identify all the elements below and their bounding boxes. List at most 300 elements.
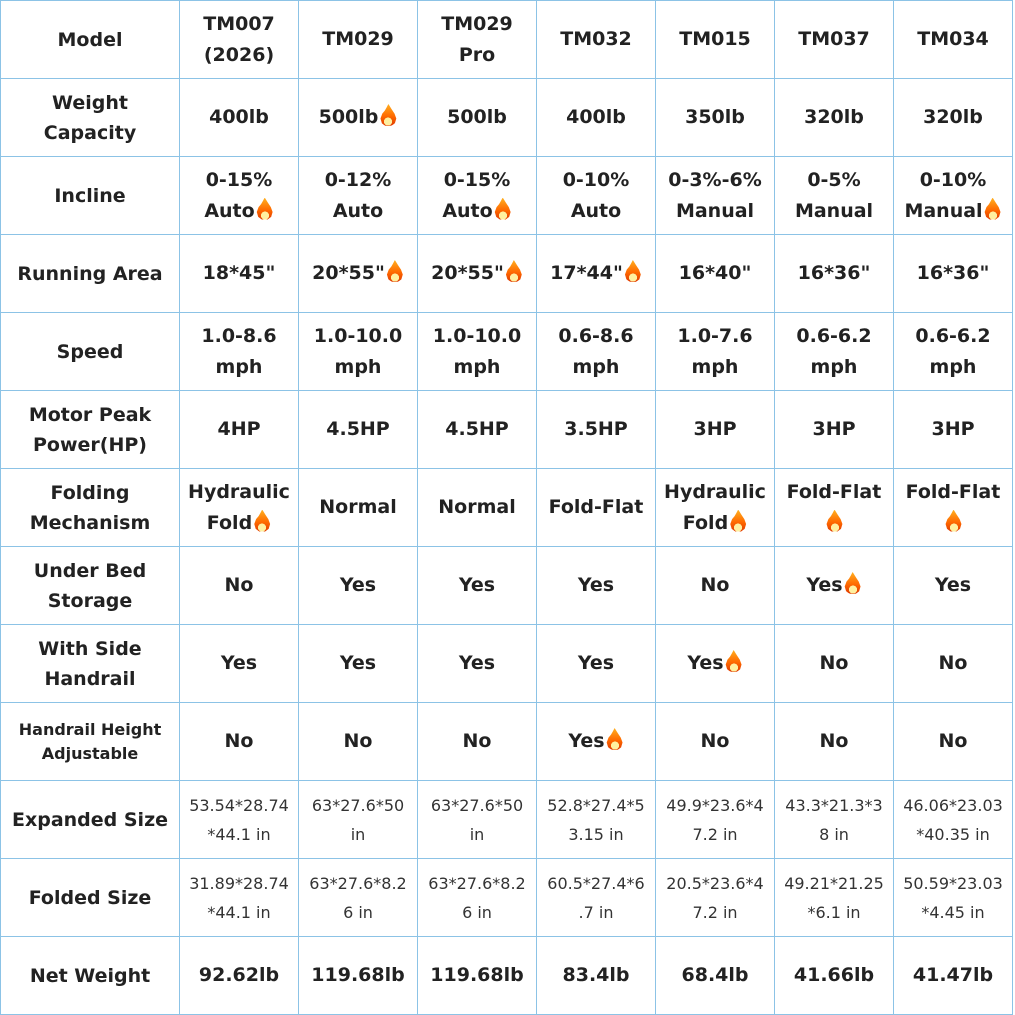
cell-text	[181, 570, 297, 601]
cell-tm015	[656, 625, 775, 703]
cell-value: 53.54*28.74	[189, 795, 289, 815]
cell-text	[181, 726, 297, 757]
cell-value: 7.2 in	[692, 902, 738, 922]
cell-value: 7.2 in	[692, 824, 738, 844]
cell-tm032	[537, 1, 656, 79]
cell-text	[181, 477, 297, 508]
row-label-text: Model	[57, 28, 123, 51]
cell-tm029	[299, 547, 418, 625]
cell-text	[895, 570, 1011, 601]
cell-tm032	[537, 469, 656, 547]
cell-text	[300, 570, 416, 601]
cell-text	[300, 24, 416, 55]
cell-text	[776, 414, 892, 445]
cell-value: 63*27.6*50	[311, 795, 405, 815]
cell-tm029	[299, 859, 418, 937]
cell-tm032	[537, 235, 656, 313]
cell-value: 1.0-8.6	[201, 324, 277, 347]
cell-text	[538, 820, 654, 849]
row-label	[1, 469, 180, 547]
cell-text	[657, 508, 773, 539]
cell-value: No	[224, 730, 254, 752]
cell-tm029	[299, 391, 418, 469]
cell-text	[776, 196, 892, 227]
cell-tm034	[894, 703, 1013, 781]
cell-value: TM032	[560, 28, 632, 50]
cell-tm015	[656, 859, 775, 937]
cell-text	[657, 477, 773, 508]
cell-tm037	[775, 391, 894, 469]
cell-text	[419, 791, 535, 820]
row-expanded-size	[1, 781, 1013, 859]
cell-value: 0-10%	[562, 168, 630, 191]
cell-text	[181, 196, 297, 227]
row-label-text: With Side	[38, 637, 142, 660]
cell-text	[181, 321, 297, 352]
cell-value: *4.45 in	[921, 902, 985, 922]
cell-text	[895, 477, 1011, 508]
cell-value: Hydraulic	[188, 480, 290, 503]
cell-tm032	[537, 313, 656, 391]
cell-tm034	[894, 313, 1013, 391]
fire-icon	[725, 650, 743, 672]
cell-text	[776, 726, 892, 757]
cell-value: .7 in	[578, 902, 614, 922]
cell-text	[895, 508, 1011, 539]
cell-text	[419, 321, 535, 352]
cell-text	[419, 40, 535, 71]
cell-text	[657, 869, 773, 898]
cell-text	[300, 258, 416, 289]
cell-tm037	[775, 625, 894, 703]
cell-tm029-pro	[418, 157, 537, 235]
cell-text	[895, 258, 1011, 289]
cell-text	[300, 726, 416, 757]
cell-value: 49.9*23.6*4	[666, 795, 764, 815]
cell-value: 6 in	[343, 902, 373, 922]
cell-tm032	[537, 859, 656, 937]
cell-value: 1.0-10.0	[432, 324, 522, 347]
fire-icon	[606, 728, 624, 750]
cell-value: 4.5HP	[326, 418, 390, 440]
cell-text	[538, 648, 654, 679]
cell-text	[300, 321, 416, 352]
cell-value: 0.6-8.6	[558, 324, 634, 347]
cell-text	[419, 414, 535, 445]
cell-text	[776, 477, 892, 508]
cell-value: 320lb	[923, 106, 983, 128]
row-label	[1, 235, 180, 313]
cell-value: 0-10%	[919, 168, 987, 191]
cell-value: mph	[453, 355, 501, 378]
cell-text	[538, 570, 654, 601]
cell-tm034	[894, 1, 1013, 79]
cell-tm015	[656, 703, 775, 781]
cell-value: 41.47lb	[912, 964, 994, 986]
row-motor-peak-power	[1, 391, 1013, 469]
cell-tm037	[775, 1, 894, 79]
fire-icon	[844, 572, 862, 594]
cell-value: Auto	[570, 199, 622, 222]
cell-text	[776, 869, 892, 898]
cell-tm007	[180, 937, 299, 1015]
cell-text	[538, 492, 654, 523]
cell-tm034	[894, 781, 1013, 859]
cell-tm007	[180, 1, 299, 79]
cell-value: Fold-Flat	[905, 480, 1001, 503]
fire-icon	[253, 510, 271, 532]
row-label-text: Speed	[56, 340, 124, 363]
cell-value: Auto	[442, 199, 493, 222]
cell-text	[538, 24, 654, 55]
cell-value: Yes	[687, 652, 724, 674]
cell-text	[538, 321, 654, 352]
cell-value: Auto	[332, 199, 384, 222]
fire-icon	[624, 260, 642, 282]
cell-value: TM034	[917, 28, 989, 50]
cell-value: mph	[334, 355, 382, 378]
cell-tm029	[299, 79, 418, 157]
cell-value: No	[700, 730, 730, 752]
cell-tm007	[180, 157, 299, 235]
row-label-text: Motor Peak	[28, 403, 152, 426]
cell-text	[776, 165, 892, 196]
cell-value: Yes	[568, 730, 605, 752]
cell-value: Normal	[319, 496, 397, 518]
cell-value: 49.21*21.25	[784, 873, 884, 893]
cell-tm034	[894, 859, 1013, 937]
cell-value: 119.68lb	[311, 964, 405, 986]
cell-tm034	[894, 157, 1013, 235]
cell-tm029-pro	[418, 313, 537, 391]
cell-value: Yes	[934, 574, 972, 596]
cell-value: Pro	[458, 43, 496, 66]
cell-tm037	[775, 157, 894, 235]
cell-text	[181, 508, 297, 539]
cell-text	[895, 898, 1011, 927]
cell-value: Normal	[438, 496, 516, 518]
cell-value: 400lb	[566, 106, 626, 128]
cell-text	[657, 648, 773, 679]
cell-value: No	[343, 730, 373, 752]
cell-value: 63*27.6*50	[430, 795, 524, 815]
cell-tm029-pro	[418, 937, 537, 1015]
cell-value: 41.66lb	[793, 964, 875, 986]
row-label-text: Handrail Height	[18, 719, 162, 739]
cell-value: 63*27.6*8.2	[309, 873, 407, 893]
cell-tm037	[775, 79, 894, 157]
cell-value: 60.5*27.4*6	[547, 873, 645, 893]
cell-value: Manual	[794, 199, 874, 222]
fire-icon	[256, 198, 274, 220]
row-label-text: Folding	[50, 481, 130, 504]
cell-value: 18*45"	[202, 262, 276, 284]
cell-tm015	[656, 469, 775, 547]
cell-tm037	[775, 859, 894, 937]
cell-value: 16*36"	[797, 262, 871, 284]
cell-tm037	[775, 937, 894, 1015]
cell-tm032	[537, 937, 656, 1015]
cell-value: Hydraulic	[664, 480, 766, 503]
cell-text	[300, 196, 416, 227]
cell-value: No	[938, 730, 968, 752]
cell-text	[300, 791, 416, 820]
cell-value: *44.1 in	[207, 824, 271, 844]
cell-tm037	[775, 547, 894, 625]
cell-value: 16*40"	[678, 262, 752, 284]
cell-text	[300, 102, 416, 133]
cell-value: 31.89*28.74	[189, 873, 289, 893]
cell-value: 500lb	[318, 106, 379, 128]
cell-text	[181, 9, 297, 40]
cell-value: Yes	[220, 652, 258, 674]
cell-tm029	[299, 469, 418, 547]
cell-tm029-pro	[418, 625, 537, 703]
cell-tm029-pro	[418, 1, 537, 79]
cell-value: Fold	[206, 511, 253, 534]
cell-value: *6.1 in	[807, 902, 861, 922]
row-label-text: Expanded Size	[11, 808, 169, 831]
cell-tm032	[537, 703, 656, 781]
cell-tm029-pro	[418, 703, 537, 781]
cell-text	[895, 726, 1011, 757]
cell-tm029	[299, 703, 418, 781]
fire-icon	[945, 510, 963, 532]
cell-text	[300, 869, 416, 898]
cell-value: Yes	[339, 652, 377, 674]
cell-text	[657, 414, 773, 445]
cell-value: 4.5HP	[445, 418, 509, 440]
cell-text	[181, 165, 297, 196]
row-weight-capacity	[1, 79, 1013, 157]
cell-text	[895, 321, 1011, 352]
cell-value: 46.06*23.03	[903, 795, 1003, 815]
row-running-area	[1, 235, 1013, 313]
cell-text	[419, 570, 535, 601]
cell-value: No	[700, 574, 730, 596]
cell-text	[776, 24, 892, 55]
cell-text	[300, 960, 416, 991]
cell-text	[300, 352, 416, 383]
cell-text	[300, 820, 416, 849]
cell-tm037	[775, 235, 894, 313]
cell-tm029-pro	[418, 547, 537, 625]
fire-icon	[729, 510, 747, 532]
cell-text	[181, 414, 297, 445]
cell-text	[300, 165, 416, 196]
cell-text	[419, 165, 535, 196]
cell-value: (2026)	[203, 43, 275, 66]
row-label-text: Net Weight	[29, 964, 151, 987]
row-label	[1, 313, 180, 391]
cell-tm015	[656, 391, 775, 469]
cell-value: 320lb	[804, 106, 864, 128]
row-speed	[1, 313, 1013, 391]
cell-text	[657, 196, 773, 227]
cell-value: No	[938, 652, 968, 674]
cell-text	[776, 508, 892, 539]
cell-value: TM015	[679, 28, 751, 50]
cell-text	[419, 869, 535, 898]
cell-text	[181, 869, 297, 898]
cell-text	[181, 898, 297, 927]
cell-value: 20*55"	[431, 262, 504, 284]
cell-tm032	[537, 625, 656, 703]
row-label	[1, 1, 180, 79]
row-incline	[1, 157, 1013, 235]
cell-text	[776, 321, 892, 352]
cell-tm029-pro	[418, 235, 537, 313]
cell-value: 500lb	[447, 106, 507, 128]
row-label-text: Folded Size	[28, 886, 152, 909]
cell-tm029	[299, 235, 418, 313]
cell-value: mph	[572, 355, 620, 378]
row-label-text: Power(HP)	[33, 433, 147, 456]
cell-value: 400lb	[209, 106, 269, 128]
cell-tm029-pro	[418, 781, 537, 859]
cell-text	[776, 352, 892, 383]
cell-text	[538, 165, 654, 196]
cell-tm034	[894, 235, 1013, 313]
cell-value: mph	[810, 355, 858, 378]
cell-text	[895, 648, 1011, 679]
cell-value: 3.5HP	[564, 418, 628, 440]
cell-value: TM007	[203, 12, 275, 35]
cell-value: 0.6-6.2	[796, 324, 872, 347]
cell-text	[776, 258, 892, 289]
row-label	[1, 391, 180, 469]
cell-tm034	[894, 547, 1013, 625]
cell-tm034	[894, 625, 1013, 703]
cell-value: 0-15%	[443, 168, 511, 191]
cell-value: 20.5*23.6*4	[666, 873, 764, 893]
cell-text	[419, 820, 535, 849]
cell-text	[657, 321, 773, 352]
fire-icon	[386, 260, 404, 282]
cell-tm007	[180, 859, 299, 937]
cell-value: 52.8*27.4*5	[547, 795, 645, 815]
cell-tm007	[180, 547, 299, 625]
cell-tm037	[775, 703, 894, 781]
cell-value: Auto	[204, 199, 255, 222]
row-label	[1, 79, 180, 157]
cell-tm029	[299, 937, 418, 1015]
cell-value: *40.35 in	[916, 824, 990, 844]
cell-tm007	[180, 391, 299, 469]
cell-value: 0-12%	[324, 168, 392, 191]
cell-tm015	[656, 937, 775, 1015]
cell-tm032	[537, 547, 656, 625]
cell-tm007	[180, 79, 299, 157]
cell-tm007	[180, 235, 299, 313]
cell-tm007	[180, 703, 299, 781]
cell-text	[181, 791, 297, 820]
cell-value: No	[819, 652, 849, 674]
cell-tm029	[299, 313, 418, 391]
cell-value: 43.3*21.3*3	[785, 795, 883, 815]
cell-value: 0-3%-6%	[668, 168, 762, 191]
cell-tm037	[775, 781, 894, 859]
cell-tm007	[180, 625, 299, 703]
row-label-text: Under Bed	[33, 559, 147, 582]
cell-value: in	[469, 824, 485, 844]
cell-tm034	[894, 391, 1013, 469]
cell-tm034	[894, 937, 1013, 1015]
cell-text	[895, 960, 1011, 991]
cell-value: 6 in	[462, 902, 492, 922]
fire-icon	[379, 104, 397, 126]
cell-text	[419, 648, 535, 679]
row-label	[1, 547, 180, 625]
cell-tm032	[537, 157, 656, 235]
row-folding-mechanism	[1, 469, 1013, 547]
cell-value: 3HP	[812, 418, 856, 440]
cell-value: *44.1 in	[207, 902, 271, 922]
row-label	[1, 859, 180, 937]
fire-icon	[505, 260, 523, 282]
cell-text	[419, 726, 535, 757]
cell-value: 119.68lb	[430, 964, 524, 986]
cell-tm034	[894, 469, 1013, 547]
cell-text	[657, 24, 773, 55]
fire-icon	[984, 198, 1002, 220]
cell-value: Fold-Flat	[786, 480, 882, 503]
cell-text	[895, 352, 1011, 383]
row-label	[1, 157, 180, 235]
cell-value: Fold-Flat	[548, 496, 644, 518]
row-label-text: Storage	[47, 589, 133, 612]
cell-text	[657, 258, 773, 289]
cell-value: mph	[929, 355, 977, 378]
cell-text	[181, 40, 297, 71]
cell-text	[895, 869, 1011, 898]
row-label	[1, 781, 180, 859]
cell-tm007	[180, 469, 299, 547]
cell-text	[181, 960, 297, 991]
cell-value: 350lb	[685, 106, 745, 128]
cell-text	[776, 820, 892, 849]
cell-text	[776, 898, 892, 927]
cell-text	[538, 726, 654, 757]
cell-text	[657, 165, 773, 196]
cell-tm029	[299, 781, 418, 859]
row-model	[1, 1, 1013, 79]
cell-value: 3.15 in	[568, 824, 624, 844]
cell-value: 20*55"	[312, 262, 385, 284]
cell-value: 17*44"	[550, 262, 623, 284]
row-label	[1, 625, 180, 703]
row-label	[1, 937, 180, 1015]
cell-value: 50.59*23.03	[903, 873, 1003, 893]
row-side-handrail	[1, 625, 1013, 703]
cell-value: 0-5%	[807, 168, 861, 191]
cell-value: 68.4lb	[681, 964, 749, 986]
cell-value: TM029	[441, 12, 513, 35]
cell-tm029	[299, 625, 418, 703]
cell-tm015	[656, 313, 775, 391]
cell-text	[538, 258, 654, 289]
cell-text	[657, 102, 773, 133]
cell-text	[538, 869, 654, 898]
cell-value: 16*36"	[916, 262, 990, 284]
cell-tm032	[537, 79, 656, 157]
cell-tm034	[894, 79, 1013, 157]
cell-text	[657, 352, 773, 383]
cell-text	[181, 820, 297, 849]
cell-value: 3HP	[931, 418, 975, 440]
cell-value: Yes	[339, 574, 377, 596]
cell-text	[181, 352, 297, 383]
